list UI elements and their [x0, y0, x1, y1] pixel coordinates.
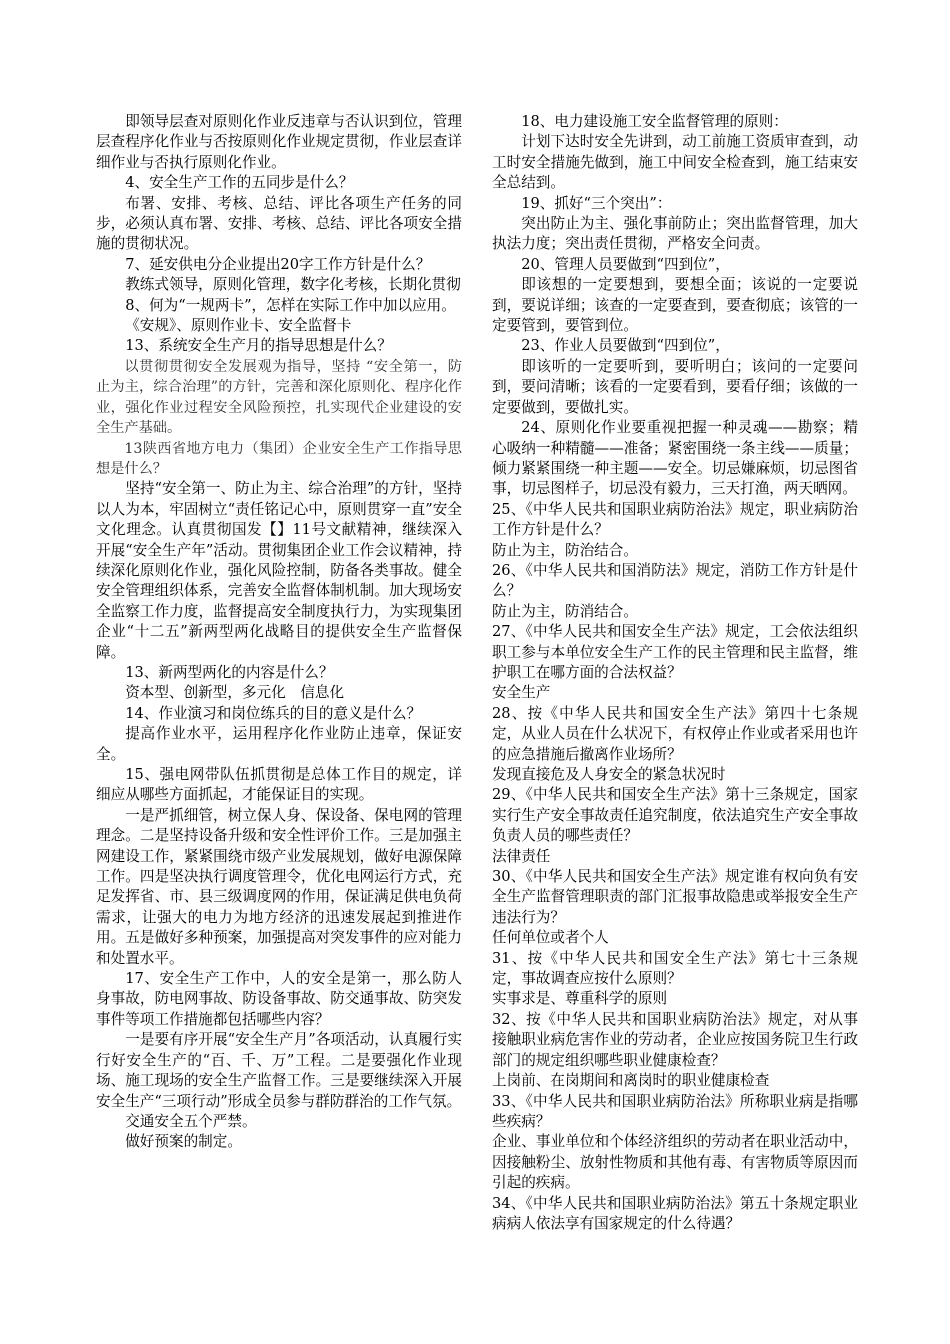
paragraph: 布署、安排、考核、总结、评比各项生产任务的同步，必须认真布署、安排、考核、总结、评比各项安全措施的贯彻状况。: [96, 194, 462, 253]
paragraph: 14、作业演习和岗位练兵的目的意义是什么？: [125, 704, 422, 722]
paragraph: 28、按《中华人民共和国安全生产法》第四十七条规定，从业人员在什么状况下，有权停止作业或者采用也许的应急措施后撤离作业场所？: [492, 704, 858, 763]
right-column: [492, 112, 858, 1234]
paragraph: 做好预案的制定。: [125, 1133, 242, 1151]
paragraph: 即该想的一定要想到，要想全面；该说的一定要说到，要说详细；该查的一定要查到，要查彻底；该管的一定要管到，要管到位。: [492, 276, 858, 335]
paragraph: 法律责任: [492, 847, 551, 865]
paragraph: 34、《中华人民共和国职业病防治法》第五十条规定职业病病人依法享有国家规定的什么待遇？: [492, 1194, 858, 1232]
paragraph: 19、抓好“三个突出”：: [521, 194, 672, 212]
paragraph: 18、电力建设施工安全监督管理的原则：: [521, 113, 788, 130]
paragraph: 实事求是、尊重科学的原则: [492, 990, 668, 1008]
paragraph: 29、《中华人民共和国安全生产法》第十三条规定，国家实行生产安全事故责任追究制度，依法追究生产安全事故负责人员的哪些责任？: [492, 786, 858, 845]
paragraph: 即该听的一定要听到，要听明白；该问的一定要问到，要问清晰；该看的一定要看到，要看仔细；该做的一定要做到，要做扎实。: [492, 357, 858, 416]
paragraph: 13、系统安全生产月的指导思想是什么？: [125, 337, 392, 355]
paragraph: 即领导层查对原则化作业反违章与否认识到位，管理层查程序化作业与否按原则化作业规定贯彻，作业层查详细作业与否执行原则化作业。: [96, 113, 462, 171]
paragraph: 一是要有序开展“安全生产月”各项活动，认真履行实行好安全生产的“百、千、万”工程。二是要强化作业现场、施工现场的安全生产监督工作。三是要继续深入开展安全生产“三项行动”形成全员参与群防群治的工作气氛。: [96, 1031, 462, 1110]
paragraph: 防止为主，防消结合。: [492, 602, 638, 620]
paragraph: 《安规》、原则作业卡、安全监督卡: [125, 317, 352, 335]
paragraph: 8、何为“一规两卡”，怎样在实际工作中加以应用。: [125, 296, 456, 314]
paragraph: 33、《中华人民共和国职业病防治法》所称职业病是指哪些疾病？: [492, 1092, 858, 1130]
paragraph: 防止为主，防治结合。: [492, 541, 638, 559]
paragraph: 企业、事业单位和个体经济组织的劳动者在职业活动中，因接触粉尘、放射性物质和其他有毒、有害物质等原因而引起的疾病。: [492, 1133, 858, 1192]
paragraph: 任何单位或者个人: [492, 929, 609, 947]
paragraph: 资本型、创新型，多元化 信息化: [125, 684, 345, 702]
paragraph: 13、新两型两化的内容是什么？: [125, 663, 334, 681]
left-column: [96, 112, 462, 1153]
paragraph: 27、《中华人民共和国安全生产法》规定，工会依法组织职工参与本单位安全生产工作的民主管理和民主监督，维护职工在哪方面的合法权益？: [492, 623, 858, 681]
paragraph: 24、原则化作业要重视把握一种灵魂——勘察；精心吸纳一种精髓——准备；紧密围绕一条主线——质量；倾力紧紧围绕一种主题——安全。切忌嫌麻烦，切忌图省事，切忌图样子，切忌没有毅力，三天打渔，两天晒网。: [492, 419, 858, 498]
paragraph: 坚持“安全第一、防止为主、综合治理”的方针，坚持以人为本，牢固树立“责任铭记心中，原则贯穿一直”安全文化理念。认真贯彻国发【】11号文献精神，继续深入开展“安全生产年”活动。贯彻集团企业工作会议精神，持续深化原则化作业，强化风险控制，防备各类事故。健全安全管理组织体系，完善安全监督体制机制。加大现场安全监察工作力度，监督提高安全制度执行力，为实现集团企业“十二五”新两型两化战略目的提供安全生产监督保障。: [96, 480, 462, 661]
paragraph: 31、按《中华人民共和国安全生产法》第七十三条规定，事故调查应按什么原则？: [492, 949, 858, 988]
paragraph: 以贯彻贯彻安全发展观为指导，坚持 “安全第一，防止为主，综合治理”的方针，完善和深化原则化、程序化作业，强化作业过程安全风险预控，扎实现代企业建设的安全生产基础。: [96, 358, 462, 437]
paragraph: 安全生产: [492, 684, 551, 702]
paragraph: 4、安全生产工作的五同步是什么？: [125, 174, 354, 192]
paragraph: 计划下达时安全先讲到，动工前施工资质审查到，动工时安全措施先做到，施工中间安全检查到，施工结束安全总结到。: [492, 133, 858, 192]
paragraph: 交通安全五个严禁。: [125, 1112, 257, 1130]
paragraph: 23、作业人员要做到“四到位”，: [521, 337, 730, 355]
paragraph: 突出防止为主、强化事前防止；突出监督管理，加大执法力度；突出责任贯彻，严格安全问责。: [492, 215, 858, 253]
paragraph: 13陕西省地方电力（集团）企业安全生产工作指导思想是什么？: [96, 440, 462, 477]
paragraph: 32、按《中华人民共和国职业病防治法》规定，对从事接触职业病危害作业的劳动者，企业应按国务院卫生行政部门的规定组织哪些职业健康检查？: [492, 1010, 858, 1069]
paragraph: 7、延安供电分企业提出20字工作方针是什么？: [125, 255, 431, 273]
paragraph: 提高作业水平，运用程序化作业防止违章，保证安全。: [96, 725, 462, 763]
paragraph: 17、安全生产工作中，人的安全是第一，那么防人身事故，防电网事故、防设备事故、防交通事故、防突发事件等项工作措施都包括哪些内容？: [96, 970, 462, 1028]
paragraph: 上岗前、在岗期间和离岗时的职业健康检查: [492, 1072, 770, 1090]
paragraph: 教练式领导，原则化管理，数字化考核，长期化贯彻: [125, 276, 461, 294]
paragraph: 一是严抓细管，树立保人身、保设备、保电网的管理理念。二是坚持设备升级和安全性评价工作。三是加强主网建设工作，紧紧围绕市级产业发展规划，做好电源保障工作。四是坚决执行调度管理令，优化电网运行方式，充足发挥省、市、县三级调度网的作用，保证满足供电负荷需求，让强大的电力为地方经济的迅速发展起到推进作用。五是做好多种预案，加强提高对突发事件的应对能力和处置水平。: [96, 806, 462, 967]
paragraph: 15、强电网带队伍抓贯彻是总体工作目的规定，详细应从哪些方面抓起，才能保证目的实现。: [96, 766, 462, 804]
paragraph: 发现直接危及人身安全的紧急状况时: [492, 766, 726, 783]
paragraph: 26、《中华人民共和国消防法》规定，消防工作方针是什么？: [492, 561, 858, 600]
paragraph: 20、管理人员要做到“四到位”，: [521, 255, 730, 273]
paragraph: 30、《中华人民共和国安全生产法》规定谁有权向负有安全生产监督管理职责的部门汇报事故隐患或举报安全生产违法行为？: [492, 868, 858, 926]
paragraph: 25、《中华人民共和国职业病防治法》规定，职业病防治工作方针是什么？: [492, 500, 858, 539]
